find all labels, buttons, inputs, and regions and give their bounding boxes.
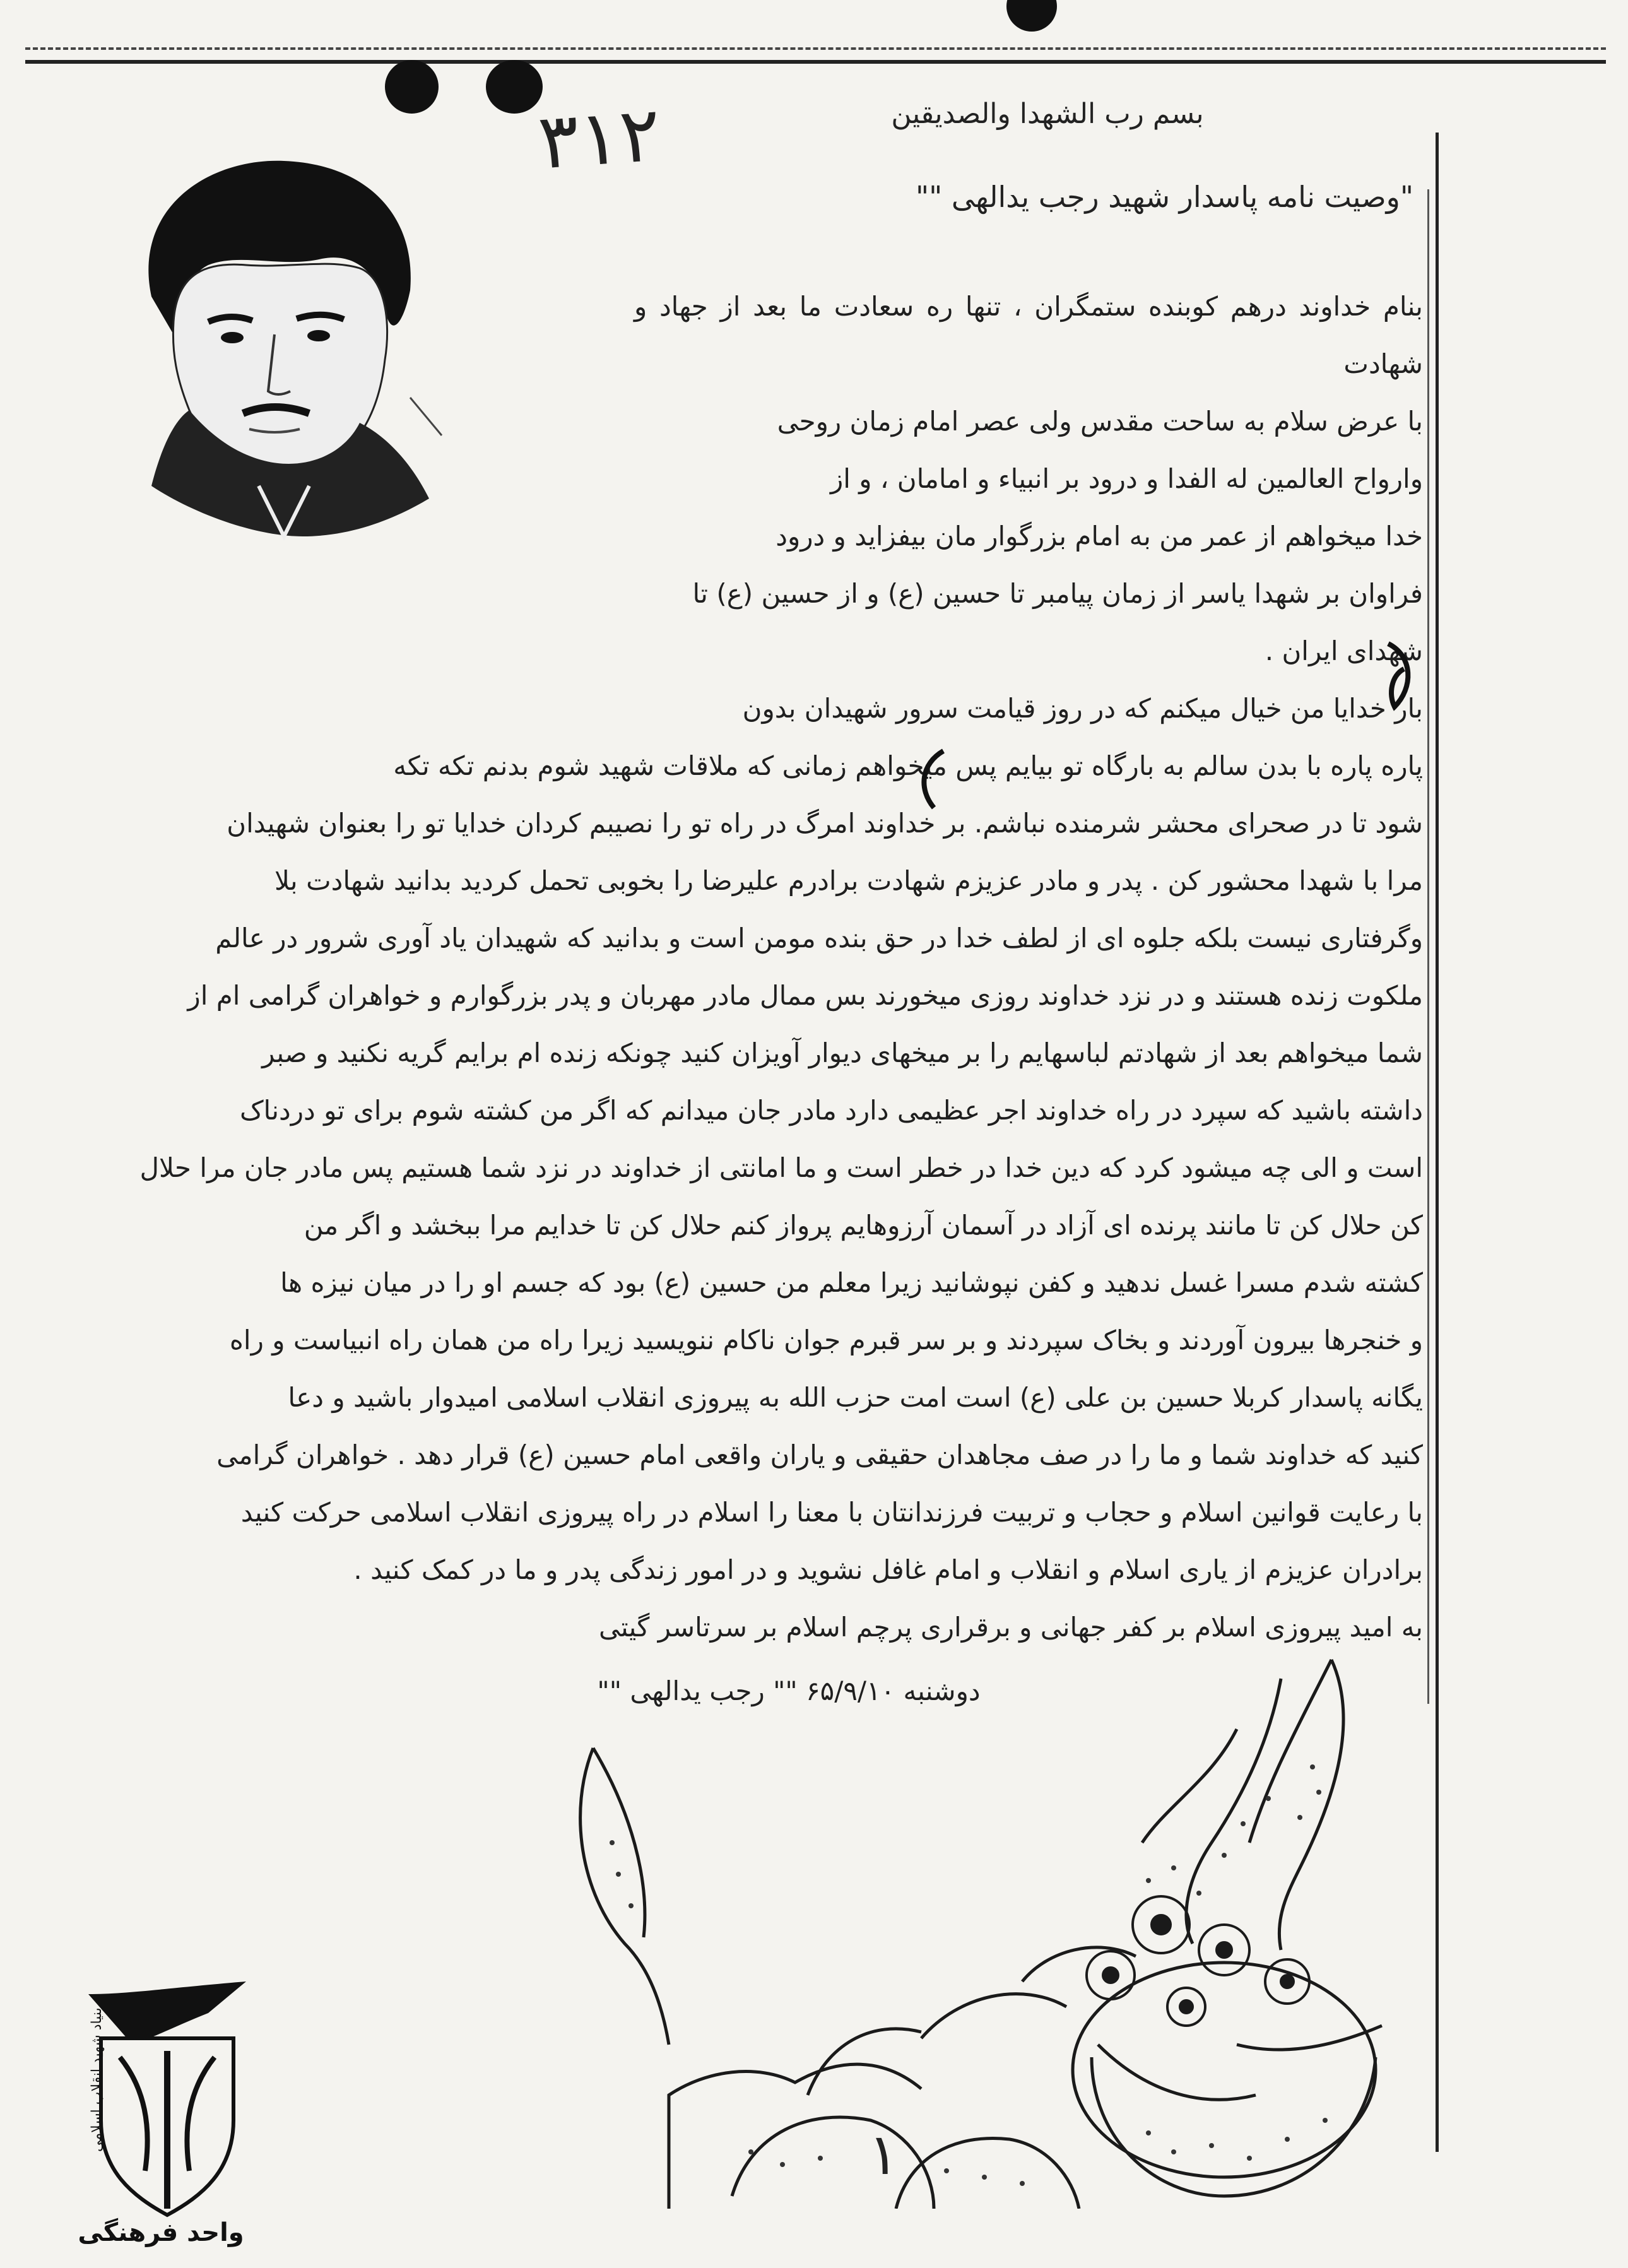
paragraph: کشته شدم مسرا غسل ندهید و کفن نپوشانید زیرا معلم من حسین (ع) بود که جسم او را در میان نیزه ها [280, 1267, 1423, 1298]
will-body-text [54, 278, 1423, 1656]
paragraph: مرا با شهدا محشور کن . پدر و مادر عزیزم شهادت برادرم علیرضا را بخوبی تحمل کردید بدانید شهادت بلا [274, 865, 1423, 896]
top-border-line [25, 60, 1606, 64]
paragraph: با عرض سلام به ساحت مقدس ولی عصر امام زمان روحی [777, 406, 1423, 437]
paragraph: کنید که خداوند شما و ما را در صف مجاهدان حقیقی و یاران واقعی امام حسین (ع) قرار دهد . خواهران گرامی [216, 1439, 1423, 1470]
paragraph: شود تا در صحرای محشر شرمنده نباشم. بر خداوند امرگ در راه تو را نصیبم کردان خدایا تو را بعنوان شهیدان [227, 808, 1423, 839]
paragraph: ملکوت زنده هستند و در نزد خداوند روزی میخورند بس ممال مادر مهربان و پدر بزرگوارم و خواهران گرامی ام از [187, 980, 1423, 1011]
document-header: بسم رب الشهدا والصدیقین [891, 98, 1204, 130]
paragraph: وارواح العالمین له الفدا و درود بر انبیاء و امامان ، و از [830, 463, 1423, 494]
paragraph: پاره پاره با بدن سالم به بارگاه تو بیایم پس میخواهم زمانی که ملاقات شهید شوم بدنم تکه تکه [393, 750, 1423, 781]
paragraph: وگرفتاری نیست بلکه جلوه ای از لطف خدا در حق بنده مومن است و بدانید که شهیدان یاد آوری شرور در عالم [215, 923, 1423, 954]
paragraph: شما میخواهم بعد از شهادتم لباسهایم را بر میخهای دیوار آویزان کنید چونکه زنده ام برایم گریه نکنید و صبر [262, 1037, 1423, 1068]
paragraph: کن حلال کن تا مانند پرنده ای آزاد در آسمان آرزوهایم پرواز کنم حلال کن تا خدایم مرا ببخشد و اگر من [304, 1210, 1423, 1241]
right-border-line [1436, 133, 1439, 2152]
paragraph: به امید پیروزی اسلام بر کفر جهانی و برقراری پرچم اسلام بر سرتاسر گیتی [599, 1612, 1423, 1643]
paragraph: برادران عزیزم از یاری اسلام و انقلاب و امام غافل نشوید و در امور زندگی پدر و ما در کمک کنید . [353, 1554, 1423, 1585]
signature-date-line: دوشنبه ۶۵/۹/۱۰ "" رجب یدالهی "" [597, 1675, 981, 1706]
handwritten-margin-mark [909, 745, 953, 814]
punch-hole [1006, 0, 1057, 32]
paragraph: داشته باشید که سپرد در راه خداوند اجر عظیمی دارد مادر جان میدانم که اگر من کشته شوم برای تو دردناک [239, 1095, 1423, 1126]
paragraph: است و الی چه میشود کرد که دین خدا در خطر است و ما امانتی از خداوند در نزد شما هستیم پس مادر جان مرا حلال [139, 1152, 1423, 1183]
paragraph: با رعایت قوانین اسلام و حجاب و تربیت فرزندانتان با معنا را اسلام در راه پیروزی انقلاب اسلامی حرکت کنید [240, 1497, 1423, 1528]
paragraph: بنام خداوند درهم کوبنده ستمگران ، تنها ره سعادت ما بعد از جهاد و شهادت [634, 291, 1423, 379]
right-inner-border-line [1427, 189, 1429, 1704]
paragraph: فراوان بر شهدا یاسر از زمان پیامبر تا حسین (ع) و از حسین (ع) تا [692, 578, 1423, 609]
flower-basket-illustration [543, 1653, 1426, 2209]
cultural-unit-label: واحد فرهنگی [78, 2218, 244, 2247]
paragraph: خدا میخواهم از عمر من به امام بزرگوار مان بیفزاید و درود [776, 521, 1423, 552]
page-number: ۱ [868, 2122, 899, 2188]
document-subtitle: "وصیت نامه پاسدار شهید رجب یدالهی "" [915, 180, 1413, 214]
handwritten-page-mark: ۳۱۲ [535, 90, 664, 187]
punch-hole [385, 60, 439, 114]
handwritten-margin-mark [1376, 637, 1420, 713]
paragraph: بار خدایا من خیال میکنم که در روز قیامت سرور شهیدان بدون [742, 693, 1423, 724]
paragraph: یگانه پاسدار کربلا حسین بن علی (ع) است امت حزب الله به پیروزی انقلاب اسلامی امیدوار باشید و دعا [288, 1382, 1423, 1413]
paragraph: شهدای ایران . [1265, 635, 1423, 666]
bonyad-shahid-logo [76, 1982, 259, 2221]
logo-caption: بنیاد شهید انقلاب اسلامی [89, 2007, 105, 2152]
top-dashed-border [25, 47, 1606, 50]
paragraph: و خنجرها بیرون آوردند و بخاک سپردند و بر سر قبرم جوان ناکام ننویسید زیرا راه من همان راه انبیاست و راه [229, 1325, 1423, 1355]
